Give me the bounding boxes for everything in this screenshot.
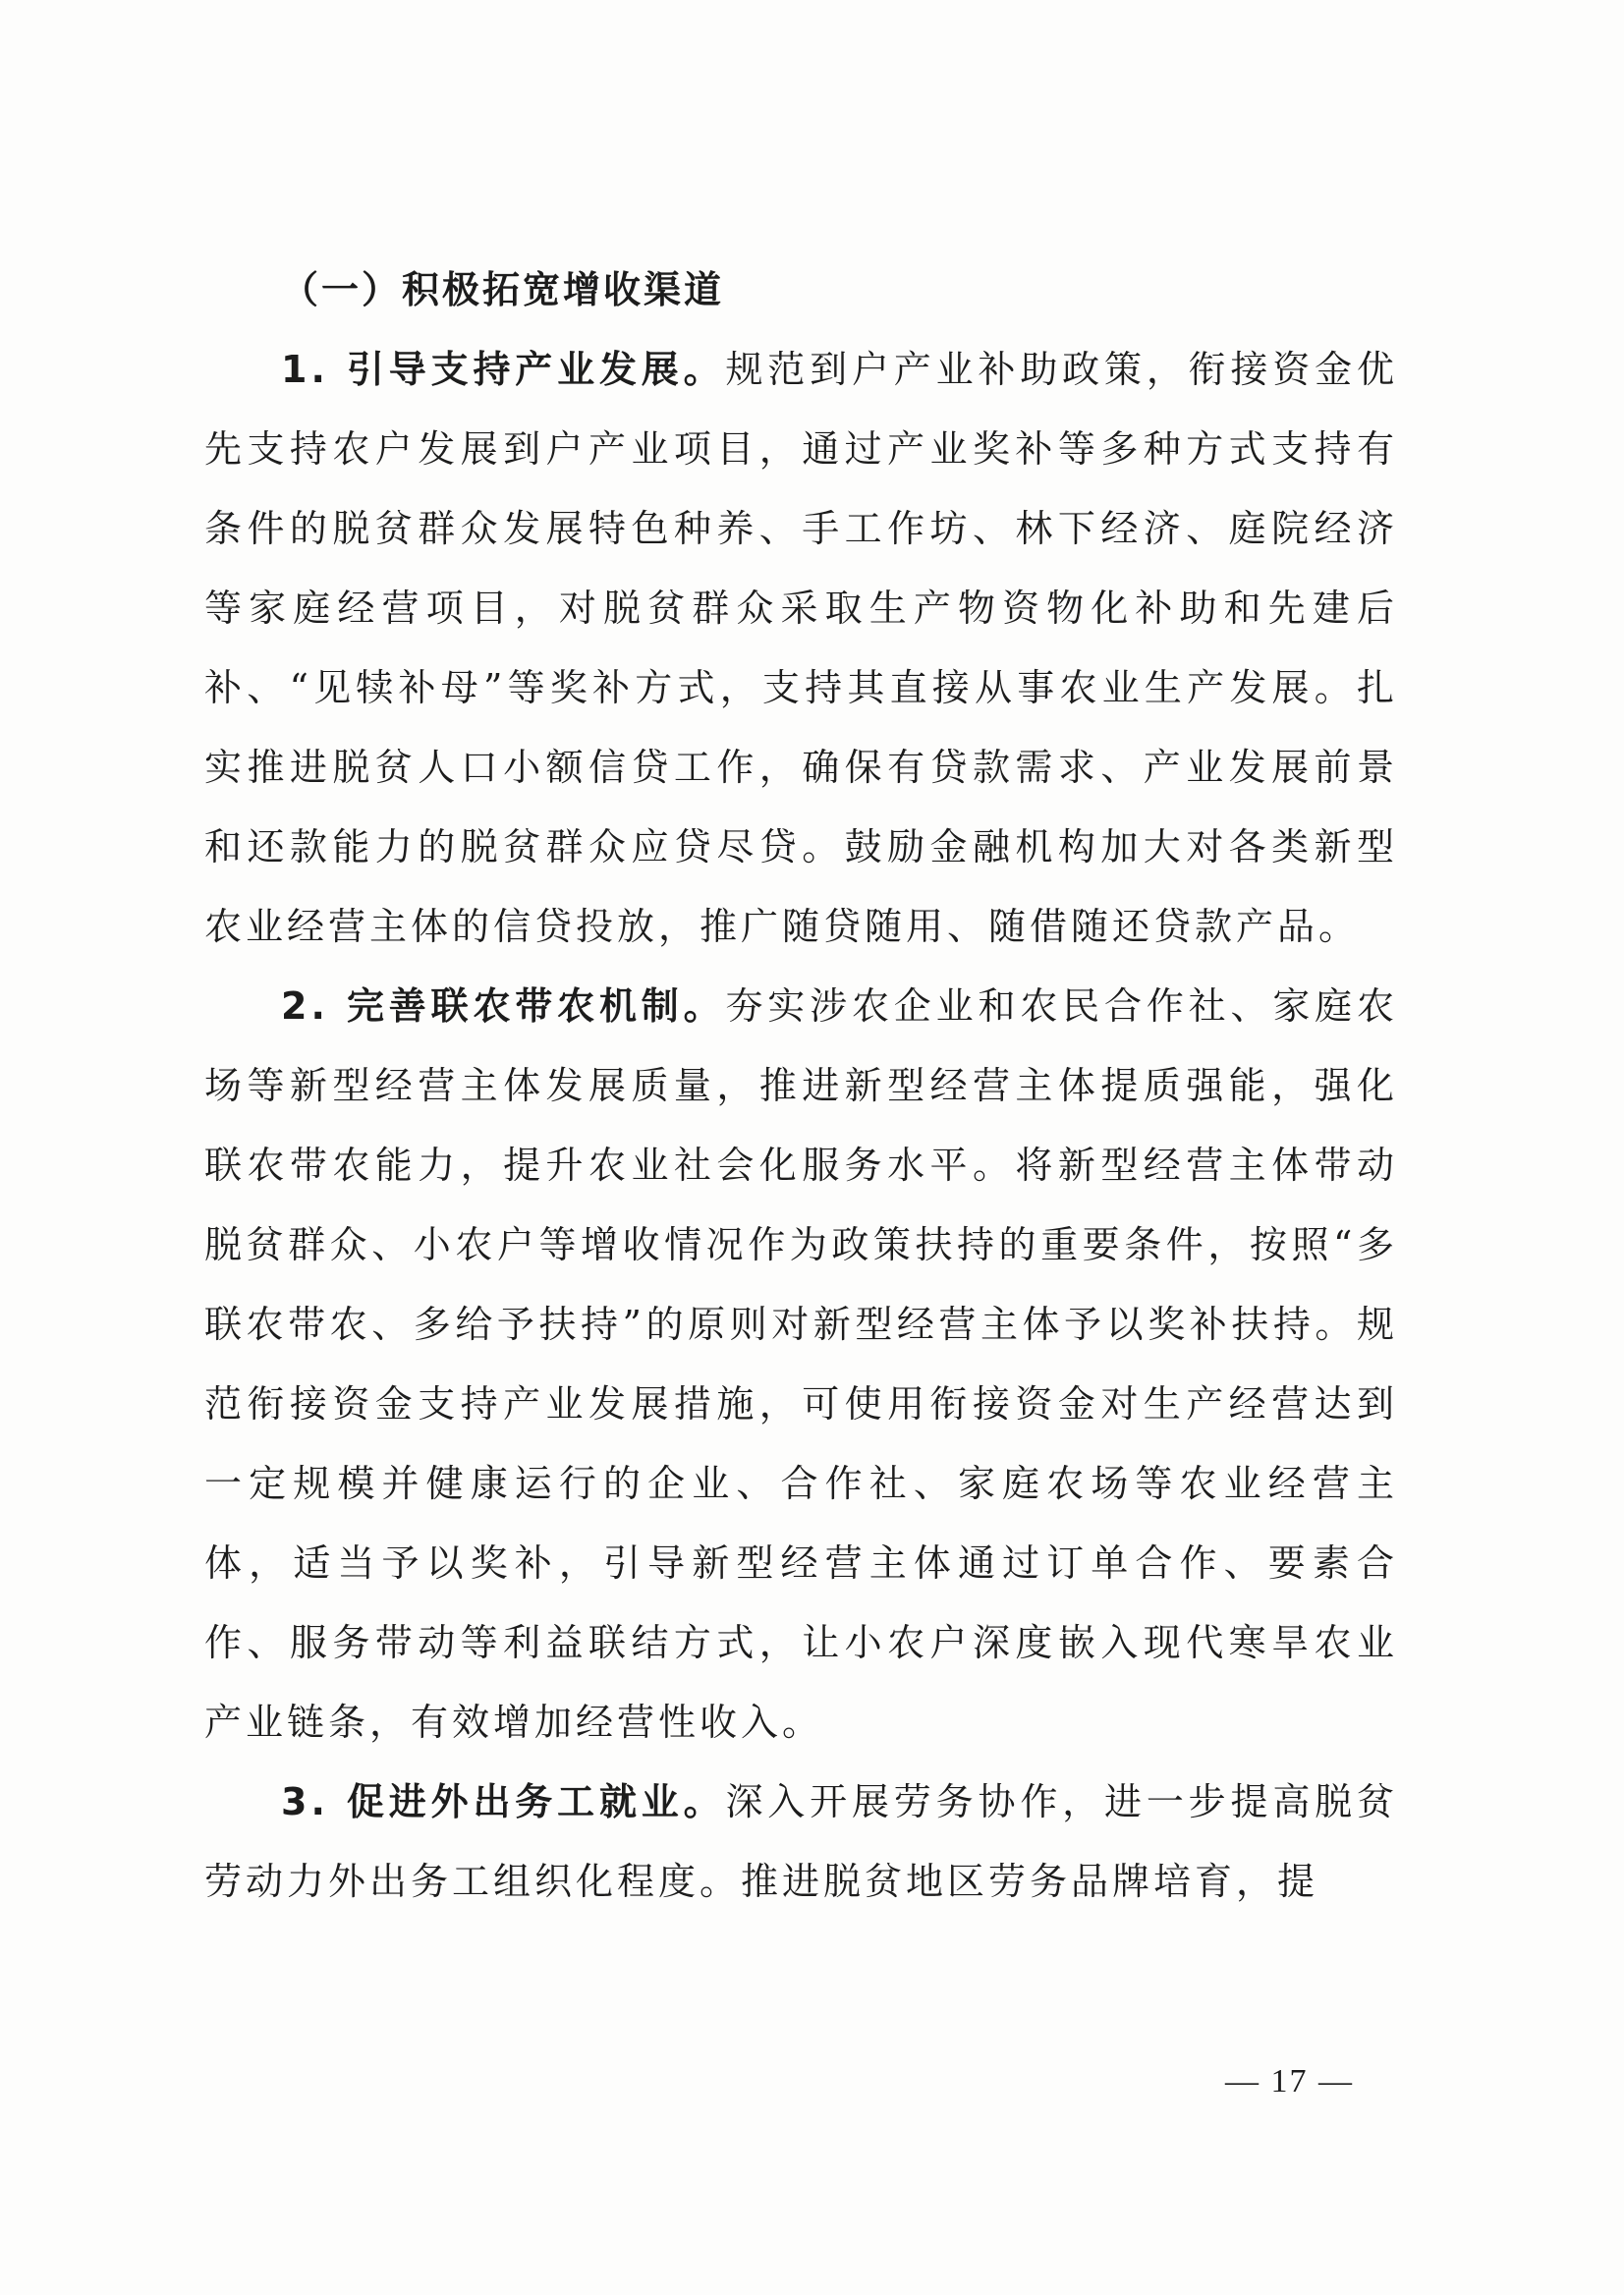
paragraph-text: 夯实涉农企业和农民合作社、家庭农场等新型经营主体发展质量，推进新型经营主体提质强能，强化联农带农能力，提升农业社会化服务水平。将新型经营主体带动脱贫群众、小农户等增收情况作为政策扶持的重要条件，按照“多联农带农、多给予扶持”的原则对新型经营主体予以奖补扶持。规范衔接资金支持产业发展措施，可使用衔接资金对生产经营达到一定规模并健康运行的企业、合作社、家庭农场等农业经营主体，适当予以奖补，引导新型经营主体通过订单合作、要素合作、服务带动等利益联结方式，让小农户深度嵌入现代寒旱农业产业链条，有效增加经营性收入。 (204, 984, 1398, 1744)
paragraph-industry-development (204, 330, 1398, 967)
document-body (204, 251, 1398, 1922)
paragraph-title: 3. 促进外出务工就业。 (281, 1780, 726, 1823)
paragraph-text: 深入开展劳务协作，进一步提高脱贫劳动力外出务工组织化程度。推进脱贫地区劳务品牌培育，提 (204, 1780, 1398, 1903)
paragraph-title: 1. 引导支持产业发展。 (281, 348, 726, 391)
paragraph-text: 规范到户产业补助政策，衔接资金优先支持农户发展到户产业项目，通过产业奖补等多种方式支持有条件的脱贫群众发展特色种养、手工作坊、林下经济、庭院经济等家庭经营项目，对脱贫群众采取生产物资物化补助和先建后补、“见犊补母”等奖补方式，支持其直接从事农业生产发展。扎实推进脱贫人口小额信贷工作，确保有贷款需求、产业发展前景和还款能力的脱贫群众应贷尽贷。鼓励金融机构加大对各类新型农业经营主体的信贷投放，推广随贷随用、随借随还贷款产品。 (204, 348, 1398, 948)
paragraph-farmer-linkage (204, 967, 1398, 1763)
paragraph-title: 2. 完善联农带农机制。 (281, 984, 726, 1028)
paragraph-migrant-employment (204, 1763, 1398, 1922)
page-number (0, 2063, 1624, 2100)
section-heading: （一）积极拓宽增收渠道 (281, 268, 725, 311)
page-number-text: — 17 — (1225, 2063, 1354, 2099)
